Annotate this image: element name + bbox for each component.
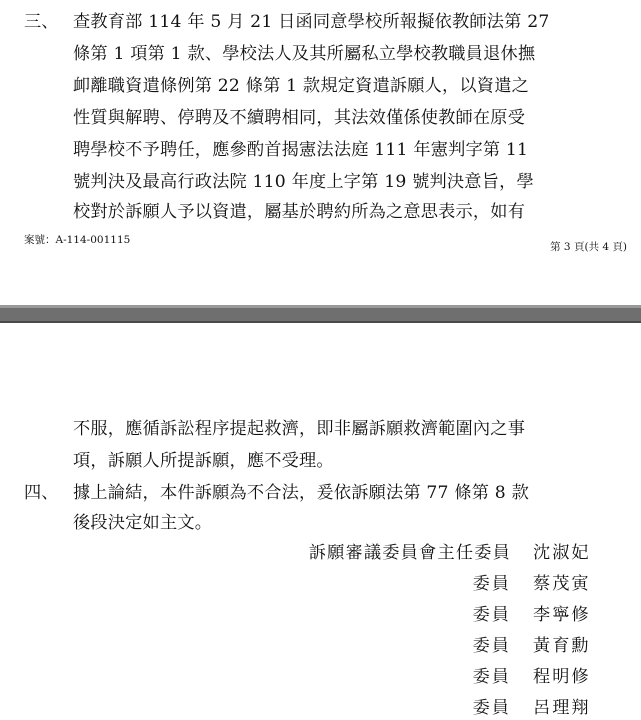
text-line: 卹離職資遣條例第 22 條第 1 款規定資遣訴願人，以資遣之 <box>73 76 529 96</box>
case-number: 案號：A-114-001115 <box>24 234 131 246</box>
page-number: 第 3 頁(共 4 頁) <box>550 241 627 253</box>
committee-member-name: 沈淑妃 <box>533 543 591 563</box>
page-separator <box>0 305 641 323</box>
committee-member-name: 蔡茂寅 <box>533 574 591 594</box>
committee-member-name: 呂理翔 <box>533 698 591 718</box>
committee-role: 訴願審議委員會主任委員 <box>308 543 511 563</box>
committee-member-name: 黃育勳 <box>533 636 591 656</box>
text-line: 性質與解聘、停聘及不續聘相同，其法效僅係使教師在原受 <box>73 108 526 128</box>
item-number-4: 四、 <box>24 483 59 503</box>
text-line: 不服，應循訴訟程序提起救濟，即非屬訴願救濟範圍內之事 <box>73 419 526 439</box>
committee-member-name: 程明修 <box>533 667 591 687</box>
text-line: 據上論結，本件訴願為不合法，爰依訴願法第 77 條第 8 款 <box>73 483 529 503</box>
document-page-4 <box>0 323 641 720</box>
text-line: 項，訴願人所提訴願，應不受理。 <box>73 451 334 471</box>
item-number-3: 三、 <box>24 12 59 32</box>
text-line: 校對於訴願人予以資遣，屬基於聘約所為之意思表示，如有 <box>73 202 526 222</box>
document-page-3 <box>0 0 641 305</box>
text-line: 條第 1 項第 1 款、學校法人及其所屬私立學校教職員退休撫 <box>73 44 536 64</box>
text-line: 號判決及最高行政法院 110 年度上字第 19 號判決意旨，學 <box>73 172 534 192</box>
committee-member-name: 李寧修 <box>533 605 591 625</box>
committee-role: 委員 <box>472 574 511 594</box>
committee-role: 委員 <box>472 667 511 687</box>
text-line: 聘學校不予聘任，應參酌首揭憲法法庭 111 年憲判字第 11 <box>73 140 529 160</box>
committee-role: 委員 <box>472 636 511 656</box>
committee-role: 委員 <box>472 605 511 625</box>
committee-role: 委員 <box>472 698 511 718</box>
text-line: 查教育部 114 年 5 月 21 日函同意學校所報擬依教師法第 27 <box>73 12 550 32</box>
text-line: 後段決定如主文。 <box>73 513 213 533</box>
